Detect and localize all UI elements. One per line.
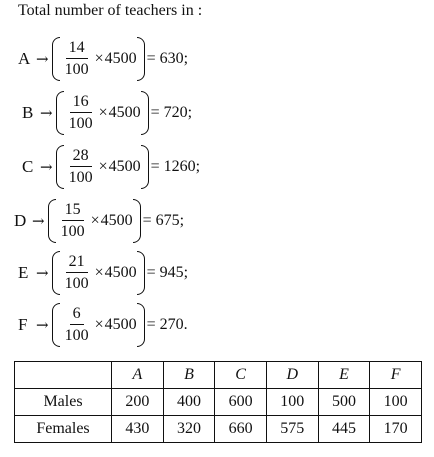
column-header: B: [163, 362, 215, 389]
denominator: 100: [64, 61, 89, 78]
left-paren: [56, 91, 64, 135]
result: = 630;: [146, 50, 189, 67]
arrow-icon: →: [40, 158, 53, 176]
heading: Total number of teachers in :: [18, 2, 203, 19]
equation-f: [18, 300, 188, 350]
table-cell: 100: [370, 389, 422, 416]
equation-label: B: [22, 103, 34, 122]
equation-c: [22, 142, 200, 192]
column-header: C: [215, 362, 267, 389]
table-cell: 200: [112, 389, 164, 416]
left-paren: [56, 145, 64, 189]
equation-label: E: [18, 263, 29, 282]
teachers-table: [14, 361, 422, 443]
fraction: [62, 305, 92, 345]
fraction: [62, 39, 92, 79]
times-sign: ×: [98, 104, 108, 121]
right-paren: [137, 303, 145, 347]
multiplier: 4500: [104, 50, 137, 67]
left-paren: [52, 251, 60, 295]
multiplier: 4500: [104, 264, 137, 281]
result: = 675;: [142, 212, 185, 229]
right-paren: [133, 199, 141, 243]
numerator: 28: [70, 147, 92, 167]
arrow-icon: →: [32, 212, 45, 230]
equation-e: [18, 248, 188, 298]
equation-label: F: [18, 315, 28, 334]
table-header-row: [15, 362, 422, 389]
result: = 945;: [146, 264, 189, 281]
table-cell: 170: [370, 416, 422, 443]
table-cell: 320: [163, 416, 215, 443]
table-cell: 600: [215, 389, 267, 416]
right-paren: [137, 251, 145, 295]
numerator: 21: [66, 253, 88, 273]
times-sign: ×: [90, 212, 100, 229]
table-cell: 400: [163, 389, 215, 416]
times-sign: ×: [94, 316, 104, 333]
multiplier: 4500: [108, 104, 141, 121]
fraction: [66, 93, 96, 133]
column-header: A: [112, 362, 164, 389]
table-cell: 575: [266, 416, 318, 443]
numerator: 16: [70, 93, 92, 113]
fraction: [62, 253, 92, 293]
denominator: 100: [64, 327, 89, 344]
table-cell: 430: [112, 416, 164, 443]
table-row: [15, 389, 422, 416]
equation-label: A: [18, 49, 31, 68]
right-paren: [141, 145, 149, 189]
left-paren: [52, 303, 60, 347]
arrow-icon: →: [36, 264, 49, 282]
result: = 720;: [150, 104, 193, 121]
times-sign: ×: [94, 50, 104, 67]
multiplier: 4500: [100, 212, 133, 229]
equation-label: D: [14, 211, 27, 230]
numerator: 6: [70, 305, 84, 325]
arrow-icon: →: [36, 50, 49, 68]
left-paren: [48, 199, 56, 243]
equation-b: [22, 88, 192, 138]
denominator: 100: [60, 223, 85, 240]
multiplier: 4500: [104, 316, 137, 333]
right-paren: [137, 37, 145, 81]
denominator: 100: [68, 115, 93, 132]
column-header: D: [266, 362, 318, 389]
equation-a: [18, 34, 188, 84]
table-cell: 660: [215, 416, 267, 443]
row-label: Females: [15, 416, 112, 443]
column-header: E: [318, 362, 370, 389]
numerator: 15: [62, 201, 84, 221]
equation-d: [14, 196, 184, 246]
table-cell: 500: [318, 389, 370, 416]
left-paren: [52, 37, 60, 81]
times-sign: ×: [94, 264, 104, 281]
times-sign: ×: [98, 158, 108, 175]
table-cell: 445: [318, 416, 370, 443]
equation-label: C: [22, 157, 34, 176]
table-row: [15, 416, 422, 443]
arrow-icon: →: [40, 104, 53, 122]
right-paren: [141, 91, 149, 135]
denominator: 100: [68, 169, 93, 186]
fraction: [58, 201, 88, 241]
table-corner-cell: [15, 362, 112, 389]
result: = 1260;: [150, 158, 201, 175]
table-cell: 100: [266, 389, 318, 416]
column-header: F: [370, 362, 422, 389]
denominator: 100: [64, 275, 89, 292]
multiplier: 4500: [108, 158, 141, 175]
numerator: 14: [66, 39, 88, 59]
result: = 270.: [146, 316, 188, 333]
fraction: [66, 147, 96, 187]
row-label: Males: [15, 389, 112, 416]
arrow-icon: →: [36, 316, 49, 334]
